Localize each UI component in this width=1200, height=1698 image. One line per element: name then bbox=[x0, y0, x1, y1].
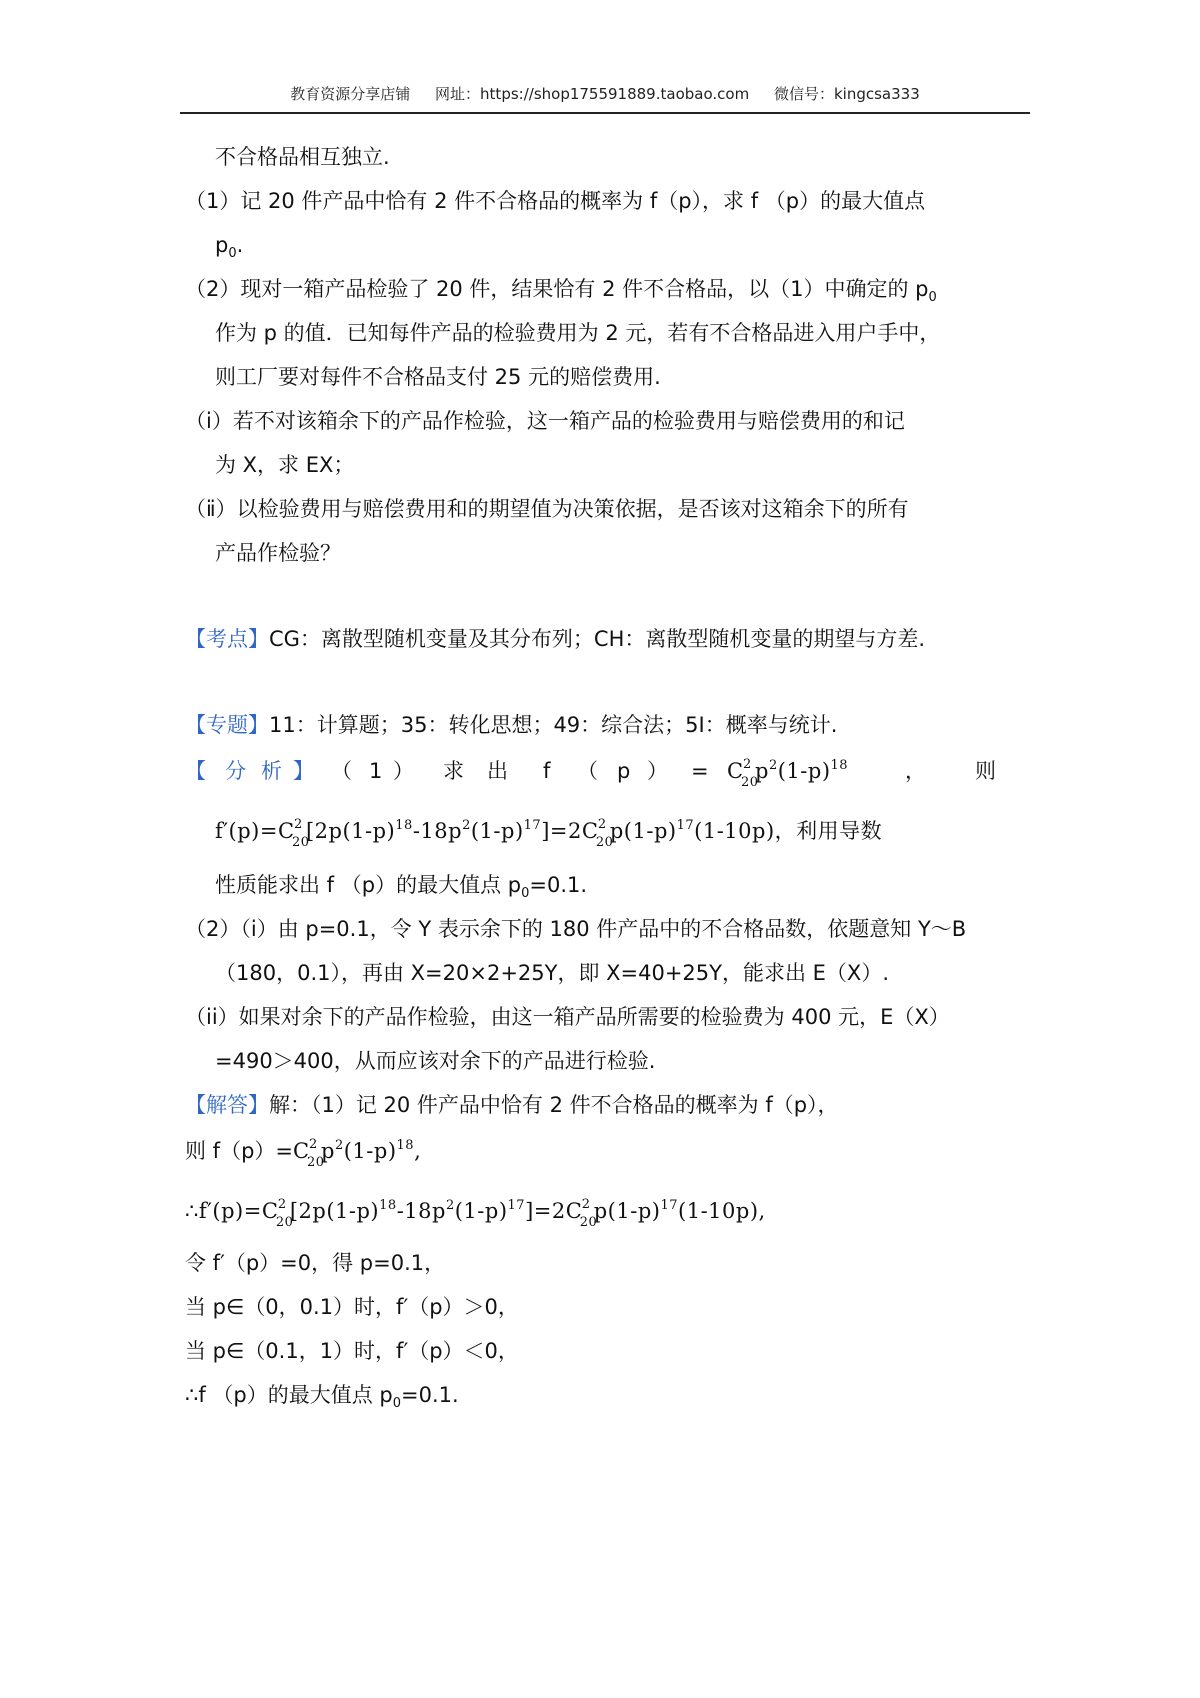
jieda-line5: 当 p∈（0，0.1）时，f′（p）＞0， bbox=[185, 1295, 519, 1319]
fenxi-f-formula: C 2 20 $p^2(1-p)^{18}$ bbox=[727, 757, 849, 790]
fenxi-part3-line2: =490＞400，从而应该对余下的产品进行检验. bbox=[215, 1049, 656, 1073]
fenxi-derivative: f′(p)= C 2 20 $[2p(1-p)^{18}-18p^2(1-p)^{17}]=2$ C 2 20 $p(1-p)^{17}(1-10p)$，利用导数 bbox=[215, 817, 883, 850]
jieda-line2: 则 f（p）= C 2 20 $p^2(1-p)^{18}$, bbox=[185, 1137, 422, 1170]
fenxi-part2-line2: （180，0.1），再由 X=20×2+25Y，即 X=40+25Y，能求出 E（X）. bbox=[215, 961, 889, 985]
jieda-derivative: ∴f′(p)= C 2 20 $[2p(1-p)^{18}-18p^2(1-p)^{17}]=2$ C 2 20 $p(1-p)^{17}(1-10p)$, bbox=[185, 1197, 766, 1230]
problem-q1-line2: $p_0$. bbox=[215, 233, 244, 261]
problem-qi-line2: 为 X，求 EX； bbox=[215, 453, 355, 477]
problem-intro-tail: 不合格品相互独立. bbox=[215, 145, 390, 169]
wechat-id: 微信号：kingcsa333 bbox=[773, 85, 920, 103]
jieda-line6: 当 p∈（0.1，1）时，f′（p）＜0， bbox=[185, 1339, 519, 1363]
problem-qii-line1: （ⅱ）以检验费用与赔偿费用和的期望值为决策依据，是否该对这箱余下的所有 bbox=[185, 497, 909, 521]
page-header bbox=[180, 80, 1030, 114]
kaodian-tag: 【考点】 bbox=[185, 627, 269, 651]
shop-url: 网址：https://shop175591889.taobao.com bbox=[435, 85, 750, 103]
jieda-line1: 【解答】解：（1）记 20 件产品中恰有 2 件不合格品的概率为 f（p）， bbox=[185, 1093, 839, 1117]
jieda-tag: 【解答】 bbox=[185, 1093, 269, 1117]
fenxi-part2-line1: （2）（i）由 p=0.1，令 Y 表示余下的 180 件产品中的不合格品数，依题意知 Y～B bbox=[185, 917, 967, 941]
kaodian-text: CG：离散型随机变量及其分布列；CH：离散型随机变量的期望与方差. bbox=[269, 627, 926, 651]
fenxi-part3-line1: （ii）如果对余下的产品作检验，由这一箱产品所需要的检验费为 400 元，E（X） bbox=[185, 1005, 950, 1029]
kaodian-section bbox=[185, 624, 925, 654]
zhuanti-tag: 【专题】 bbox=[185, 713, 269, 737]
zhuanti-text: 11：计算题；35：转化思想；49：综合法；5I：概率与统计. bbox=[269, 713, 838, 737]
problem-qii-line2: 产品作检验？ bbox=[215, 541, 341, 565]
problem-q2-line1: （2）现对一箱产品检验了 20 件，结果恰有 2 件不合格品，以（1）中确定的 $p_0$ bbox=[185, 277, 937, 305]
shop-name: 教育资源分享店铺 bbox=[290, 85, 411, 103]
problem-q2-line3: 则工厂要对每件不合格品支付 25 元的赔偿费用. bbox=[215, 365, 661, 389]
problem-q2-line2: 作为 p 的值．已知每件产品的检验费用为 2 元，若有不合格品进入用户手中， bbox=[215, 321, 941, 345]
problem-q1-line1: （1）记 20 件产品中恰有 2 件不合格品的概率为 f（p），求 f （p）的最大值点 bbox=[185, 189, 926, 213]
zhuanti-section bbox=[185, 710, 837, 740]
jieda-line4: 令 f′（p）=0，得 p=0.1， bbox=[185, 1251, 446, 1275]
jieda-line7: ∴f （p）的最大值点 $p_0=0.1$. bbox=[185, 1383, 459, 1411]
fenxi-line3: 性质能求出 f （p）的最大值点 $p_0=0.1$. bbox=[215, 873, 588, 901]
problem-qi-line1: （i）若不对该箱余下的产品作检验，这一箱产品的检验费用与赔偿费用的和记 bbox=[185, 409, 905, 433]
